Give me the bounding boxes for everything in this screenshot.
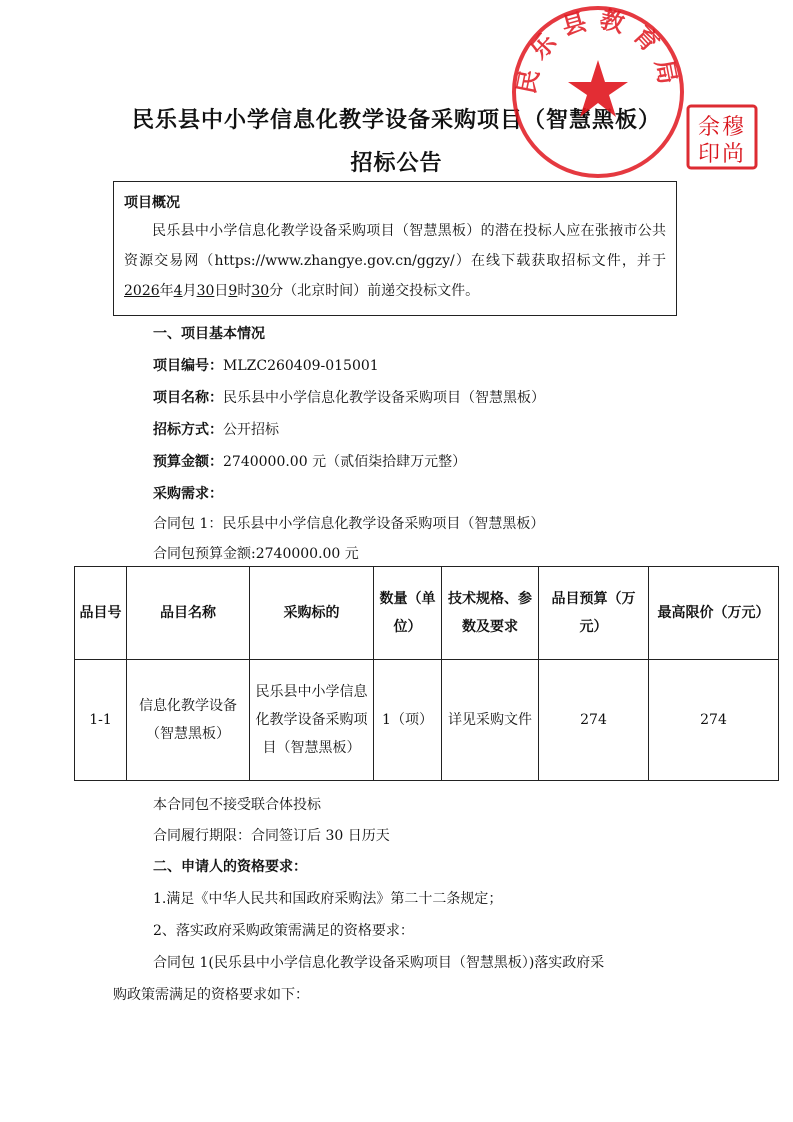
- document-subtitle: 招标公告: [350, 151, 443, 176]
- overview-box: [113, 181, 677, 316]
- overview-text-part2: 分（北京时间）前递交投标文件。: [269, 283, 480, 299]
- document-title: 民乐县中小学信息化教学设备采购项目（智慧黑板）: [131, 108, 661, 133]
- budget-value: 2740000.00 元（贰佰柒拾肆万元整）: [223, 454, 467, 470]
- package-line: 合同包 1：民乐县中小学信息化教学设备采购项目（智慧黑板）: [153, 516, 545, 532]
- project-name-value: 民乐县中小学信息化教学设备采购项目（智慧黑板）: [223, 390, 545, 406]
- cell-name: 信息化教学设备（智慧黑板）: [127, 660, 250, 781]
- seal-arc-text: 民乐县教育局: [512, 4, 684, 97]
- header-no: 品目号: [75, 567, 127, 660]
- budget-label: 预算金额：: [153, 454, 223, 470]
- table-row: [75, 660, 779, 781]
- deadline-month: 4: [173, 283, 183, 299]
- project-no-row: [153, 355, 379, 375]
- seal-star-icon: [568, 60, 628, 117]
- overview-text-part1: 民乐县中小学信息化教学设备采购项目（智慧黑板）的潜在投标人应在张掖市公共资源交易网（https://www.zhangye.gov.cn/ggzy/）在线下载获取招标文件，并于: [124, 223, 666, 269]
- project-no-label: 项目编号：: [153, 358, 223, 374]
- cell-no: 1-1: [75, 660, 127, 781]
- method-label: 招标方式：: [153, 422, 223, 438]
- project-no-value: MLZC260409-015001: [223, 358, 379, 374]
- qualification-item-3-line1: 合同包 1(民乐县中小学信息化教学设备采购项目（智慧黑板）)落实政府采: [153, 955, 605, 971]
- header-name: 品目名称: [127, 567, 250, 660]
- qualification-item-2: 2、落实政府采购政策需满足的资格要求：: [153, 923, 414, 939]
- square-seal-text-top: 余穆: [697, 115, 747, 140]
- deadline-day-unit: 日: [214, 283, 229, 299]
- deadline-day: 30: [196, 283, 215, 299]
- header-target: 采购标的: [250, 567, 374, 660]
- method-value: 公开招标: [223, 422, 279, 438]
- procurement-table: [74, 566, 779, 781]
- project-name-row: [153, 387, 545, 407]
- square-seal-text-bottom: 印尚: [697, 142, 747, 167]
- cell-max-price: 274: [649, 660, 779, 781]
- qualification-item-3-line2: 购政策需满足的资格要求如下：: [113, 987, 309, 1003]
- cell-spec: 详见采购文件: [442, 660, 539, 781]
- deadline-hour-unit: 时: [237, 283, 252, 299]
- project-name-label: 项目名称：: [153, 390, 223, 406]
- cell-target: 民乐县中小学信息化教学设备采购项目（智慧黑板）: [250, 660, 374, 781]
- contract-period: 合同履行期限：合同签订后 30 日历天: [153, 828, 390, 844]
- joint-bid-note: 本合同包不接受联合体投标: [153, 797, 321, 813]
- header-spec: 技术规格、参数及要求: [442, 567, 539, 660]
- section1-heading: 一、项目基本情况: [153, 326, 265, 342]
- method-row: [153, 419, 279, 439]
- deadline-year: 2026: [124, 283, 160, 299]
- header-budget: 品目预算（万元）: [539, 567, 649, 660]
- deadline-month-unit: 月: [182, 283, 197, 299]
- deadline-hour: 9: [228, 283, 238, 299]
- overview-heading: 项目概况: [124, 195, 180, 211]
- cell-budget: 274: [539, 660, 649, 781]
- deadline-minute: 30: [251, 283, 270, 299]
- package-budget: 合同包预算金额:2740000.00 元: [153, 546, 359, 562]
- overview-text: [124, 216, 666, 306]
- budget-row: [153, 451, 466, 471]
- demand-label: 采购需求：: [153, 486, 223, 502]
- section2-heading: 二、申请人的资格要求：: [153, 859, 307, 875]
- qualification-item-1: 1.满足《中华人民共和国政府采购法》第二十二条规定；: [153, 891, 503, 907]
- cell-qty: 1（项）: [374, 660, 442, 781]
- table-header-row: [75, 567, 779, 660]
- header-max-price: 最高限价（万元）: [649, 567, 779, 660]
- header-qty: 数量（单位）: [374, 567, 442, 660]
- deadline-year-unit: 年: [159, 283, 174, 299]
- official-round-seal: [508, 2, 688, 182]
- personal-square-seal: [686, 104, 758, 170]
